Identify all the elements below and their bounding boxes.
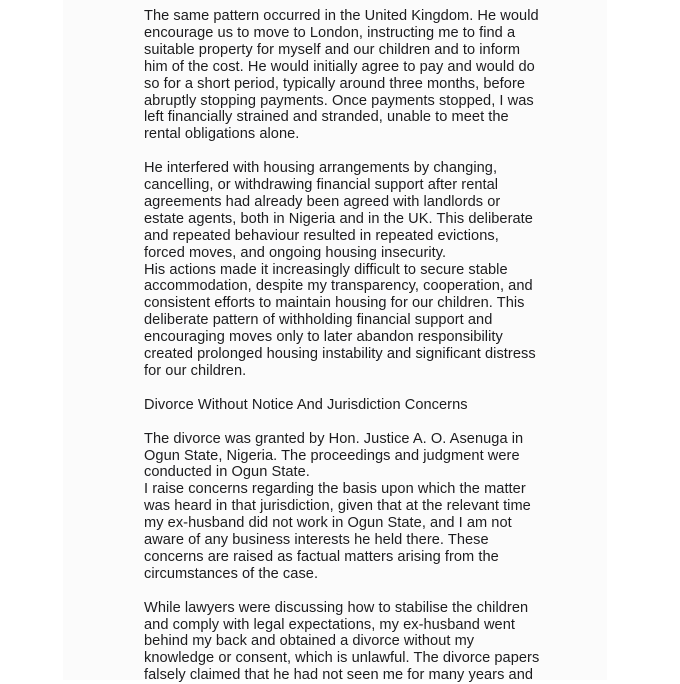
text-line: knowledge or consent, which is unlawful. The divorce papers <box>144 650 540 667</box>
text-line: and comply with legal expectations, my ex-husband went <box>144 616 515 633</box>
paragraph-housing-instability <box>144 262 554 380</box>
text-line: for our children. <box>144 363 247 380</box>
text-line: Ogun State, Nigeria. The proceedings and judgment were <box>144 447 520 464</box>
paragraph-spacer <box>144 380 554 397</box>
text-line: abruptly stopping payments. Once payments stopped, I was <box>144 92 534 109</box>
text-line: The divorce was granted by Hon. Justice A. O. Asenuga in <box>144 430 524 447</box>
text-line: encourage us to move to London, instructing me to find a <box>144 24 516 41</box>
text-line: agreements had already been agreed with landlords or <box>144 193 501 210</box>
text-line: was heard in that jurisdiction, given that at the relevant time <box>144 498 531 515</box>
document-body <box>144 8 554 684</box>
text-line: left financially strained and stranded, unable to meet the <box>144 109 509 126</box>
text-line: created prolonged housing instability and significant distress <box>144 346 536 363</box>
text-line: behind my back and obtained a divorce without my <box>144 633 475 650</box>
text-line: suitable property for myself and our children and to inform <box>144 41 521 58</box>
text-line: His actions made it increasingly difficult to secure stable <box>144 261 508 278</box>
text-line: He interfered with housing arrangements by changing, <box>144 160 498 177</box>
text-line: The same pattern occurred in the United Kingdom. He would <box>144 8 539 24</box>
text-line: accommodation, despite my transparency, cooperation, and <box>144 278 533 295</box>
paragraph-divorce-granted <box>144 431 554 482</box>
paragraph-jurisdiction-concerns <box>144 481 554 582</box>
text-line: my ex-husband did not work in Ogun State, and I am not <box>144 515 512 532</box>
text-line: concerns are raised as factual matters arising from the <box>144 548 499 565</box>
text-line: forced moves, and ongoing housing insecurity. <box>144 244 447 261</box>
text-line: conducted in Ogun State. <box>144 464 310 481</box>
text-line: circumstances of the case. <box>144 565 319 582</box>
text-line: encouraging moves only to later abandon responsibility <box>144 329 503 346</box>
paragraph-uk-pattern <box>144 8 554 143</box>
text-line: While lawyers were discussing how to stabilise the children <box>144 599 529 616</box>
paragraph-spacer <box>144 583 554 600</box>
text-line: falsely claimed that he had not seen me for many years and <box>144 667 534 684</box>
text-line: him of the cost. He would initially agree to pay and would do <box>144 58 535 75</box>
text-line: aware of any business interests he held there. These <box>144 532 489 549</box>
text-line: I raise concerns regarding the basis upon which the matter <box>144 481 526 498</box>
section-heading <box>144 397 554 414</box>
text-line: and repeated behaviour resulted in repeated evictions, <box>144 227 499 244</box>
text-line: estate agents, both in Nigeria and in the UK. This deliberate <box>144 210 533 227</box>
text-line: cancelling, or withdrawing financial support after rental <box>144 177 499 194</box>
text-line: deliberate pattern of withholding financial support and <box>144 312 493 329</box>
paragraph-spacer <box>144 414 554 431</box>
paragraph-spacer <box>144 143 554 160</box>
paragraph-divorce-without-consent <box>144 600 554 684</box>
text-line: rental obligations alone. <box>144 126 300 143</box>
text-line: so for a short period, typically around three months, before <box>144 75 526 92</box>
text-line: consistent efforts to maintain housing for our children. This <box>144 295 525 312</box>
heading-text: Divorce Without Notice And Jurisdiction Concerns <box>144 396 468 413</box>
paragraph-housing-interference <box>144 160 554 261</box>
